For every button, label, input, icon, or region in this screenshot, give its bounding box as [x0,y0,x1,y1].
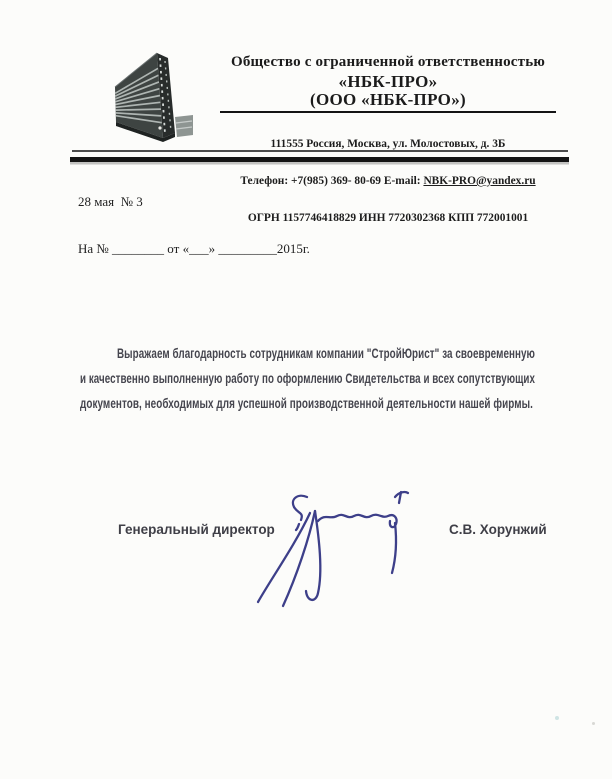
scan-speckle [555,716,559,720]
phone-number: +7(985) 369- 80-69 [291,175,382,188]
email-link: NBK-PRO@yandex.ru [423,175,536,188]
email-label: E-mail: [383,175,421,188]
org-type-line: Общество с ограниченной ответственностью [230,54,546,70]
org-name-line: «НБК-ПРО» [338,71,438,91]
signature-strokes [258,492,408,606]
org-name-alt-line: (ООО «НБК-ПРО») [310,90,466,109]
body-line: документов, необходимых для успешной производственной деятельности нашей фирмы. [80,395,533,411]
company-building-logo-icon [103,49,218,149]
gratitude-paragraph [80,341,535,416]
body-line: и качественно выполненную работу по оформлению Свидетельства и всех сопутствующих [80,370,535,386]
registration-line: ОГРН 1157746418829 ИНН 7720302368 КПП 772001001 [247,212,529,225]
incoming-number-line: На № ________ от «___» _________2015г. [78,240,310,256]
outgoing-number-line: 28 мая № 3 [78,194,143,209]
signatory-title: Генеральный директор [118,522,275,537]
scan-speckle [592,722,595,725]
letterhead-org-block [220,53,556,113]
signatory-name: С.В. Хорунжий [449,522,547,537]
divider-thin [72,150,568,152]
signature-ink [243,483,423,608]
reference-block [78,163,310,287]
phone-label: Телефон: [240,175,289,188]
divider-thick [70,157,569,162]
address-line: 111555 Россия, Москва, ул. Молостовых, д. 3Б [270,137,506,150]
body-line: Выражаем благодарность сотрудникам компании "СтройЮрист" за своевременную [117,345,535,361]
